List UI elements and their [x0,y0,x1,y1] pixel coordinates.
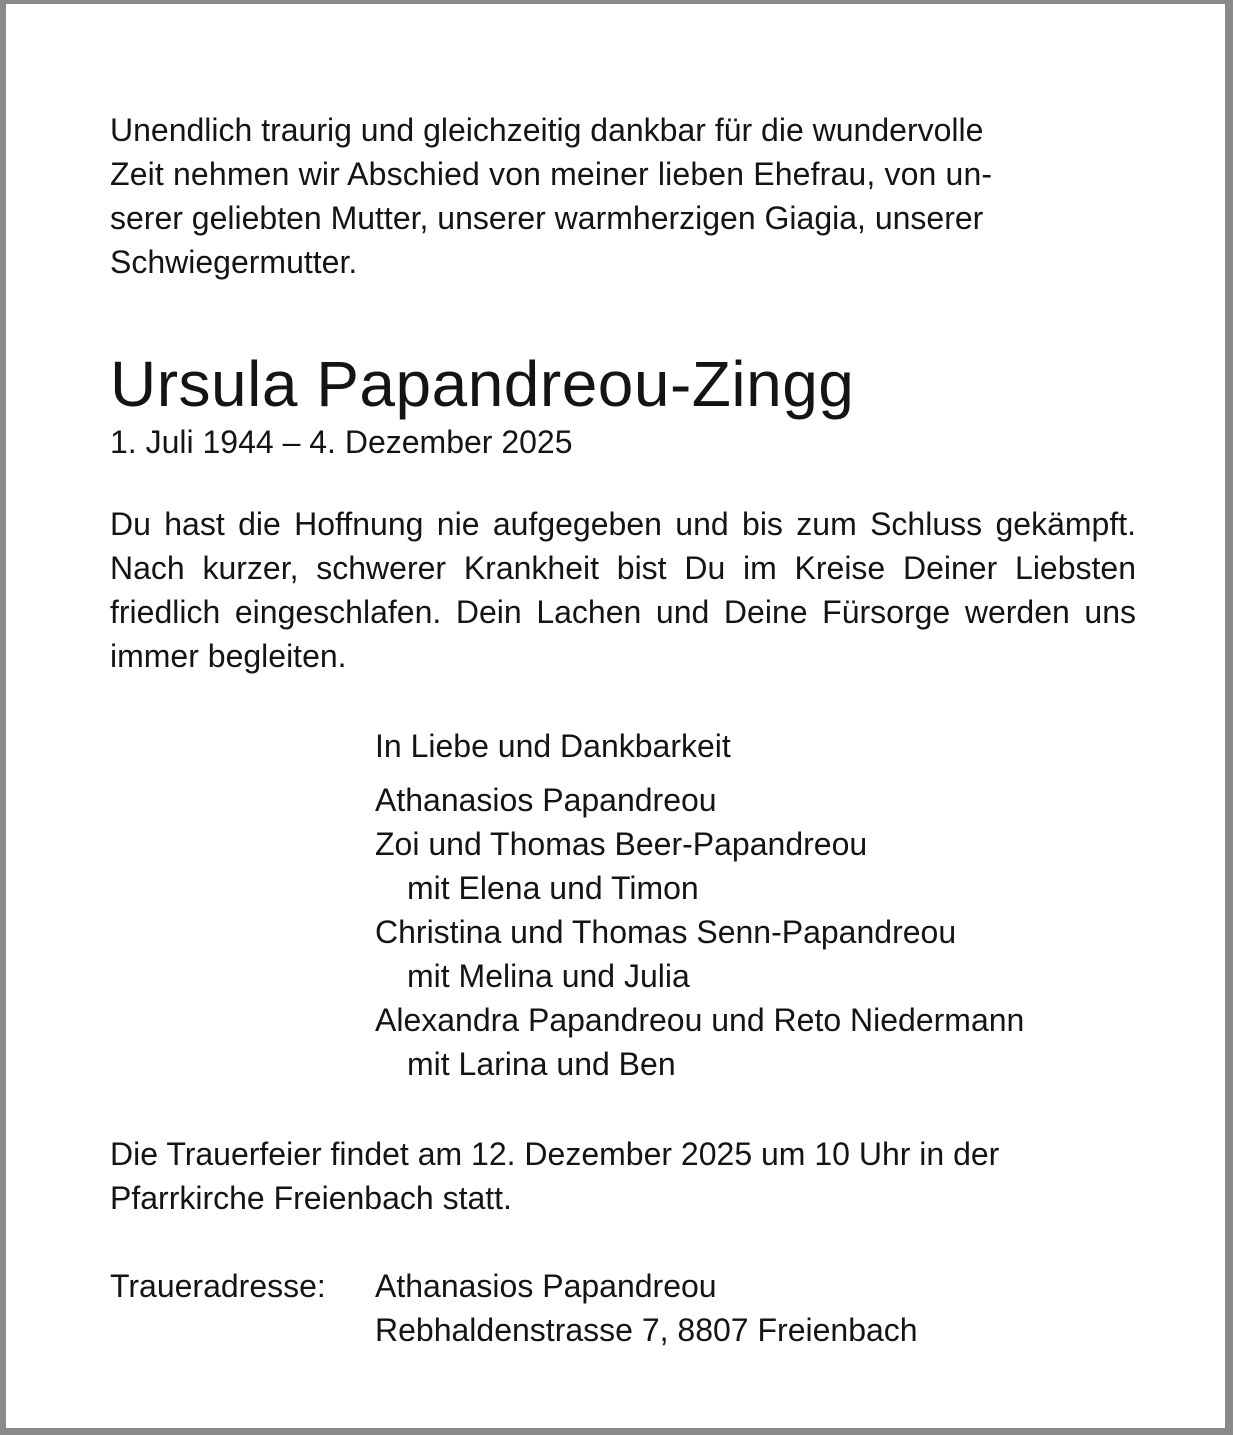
service-line: Pfarrkirche Freienbach statt. [110,1180,512,1216]
notice-content [110,108,1136,1352]
tribute-paragraph: Du hast die Hoffnung nie aufgegeben und bis zum Schluss gekämpft. Nach kurzer, schwerer Krankheit bist Du im Kreise Deiner Liebsten friedlich eingeschlafen. Dein Lachen und Deine Fürsorge werden uns immer begleiten. [110,506,1136,674]
address-street: Rebhaldenstrasse 7, 8807 Freienbach [375,1312,918,1348]
mourner-name: Athanasios Papandreou [375,782,717,818]
mourner-list [375,778,1135,1086]
life-dates: 1. Juli 1944 – 4. Dezember 2025 [110,424,573,460]
signoff-block [110,724,1136,1116]
mourner-children: mit Elena und Timon [407,870,699,906]
mourner-name: Zoi und Thomas Beer-Papandreou [375,826,868,862]
mourner-children: mit Melina und Julia [407,958,690,994]
address-name: Athanasios Papandreou [375,1268,717,1304]
signoff-heading: In Liebe und Dankbarkeit [375,728,731,764]
intro-line: Zeit nehmen wir Abschied von meiner lieben Ehefrau, von un- [110,156,993,192]
mourner-name: Alexandra Papandreou und Reto Niedermann [375,1002,1025,1038]
service-paragraph [110,1132,1136,1220]
mourner-children: mit Larina und Ben [407,1046,676,1082]
intro-line: serer geliebten Mutter, unserer warmherzigen Giagia, unserer [110,200,984,236]
mourning-address [110,1264,1136,1352]
deceased-name: Ursula Papandreou-Zingg [110,348,855,420]
intro-paragraph [110,108,1136,284]
intro-line: Unendlich traurig und gleichzeitig dankbar für die wundervolle [110,112,984,148]
mourner-name: Christina und Thomas Senn-Papandreou [375,914,957,950]
service-line: Die Trauerfeier findet am 12. Dezember 2025 um 10 Uhr in der [110,1136,1000,1172]
address-label: Traueradresse: [110,1268,326,1304]
intro-line: Schwiegermutter. [110,244,358,280]
